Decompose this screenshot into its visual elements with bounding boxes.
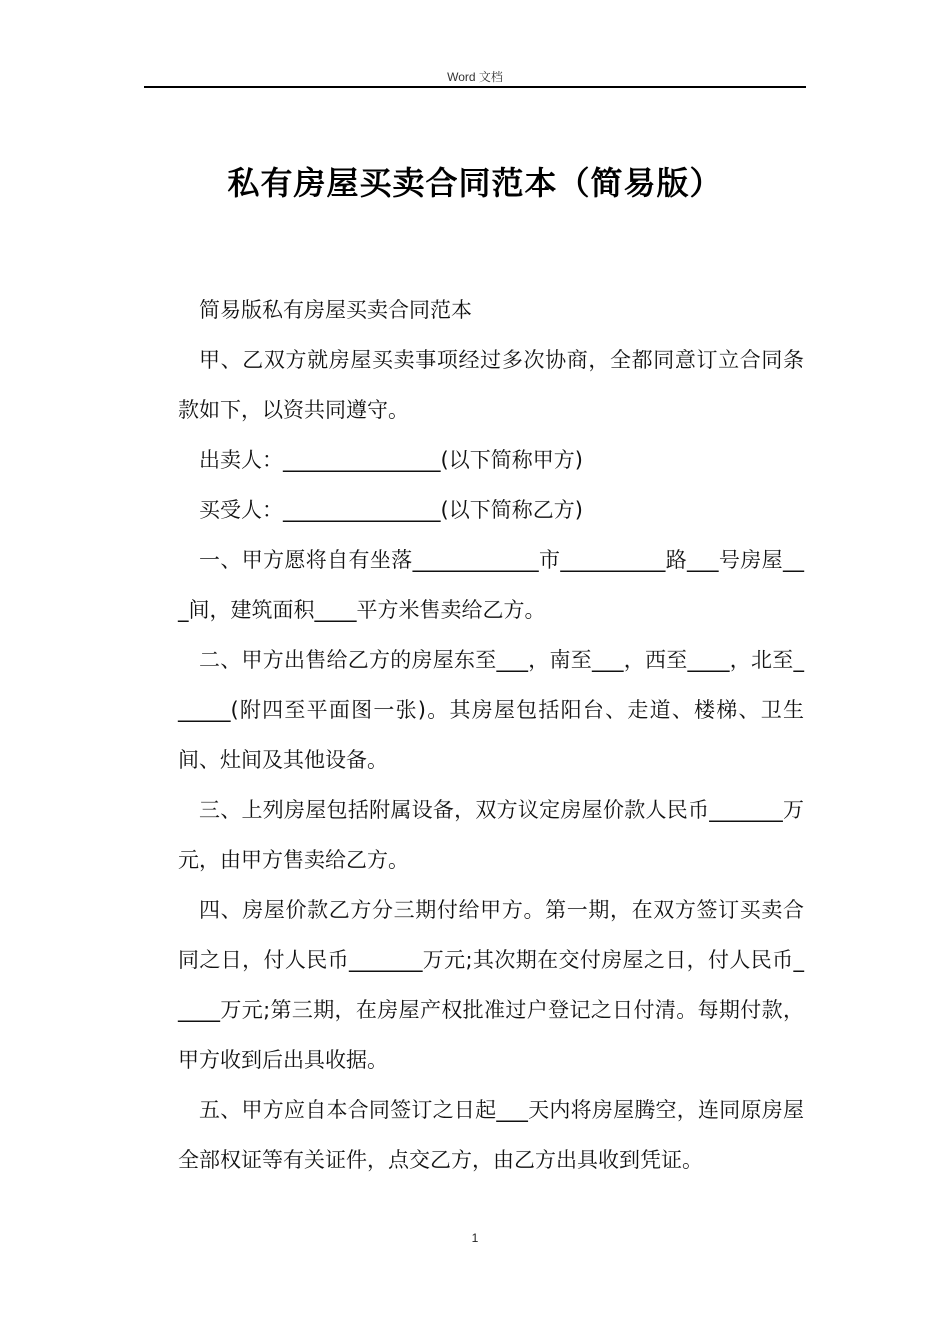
document-title: 私有房屋买卖合同范本（简易版） (227, 164, 723, 202)
paragraph-preamble: 甲、乙双方就房屋买卖事项经过多次协商，全都同意订立合同条款如下，以资共同遵守。 (178, 348, 804, 422)
paragraph-seller: 出卖人：_______________(以下简称甲方) (199, 448, 583, 472)
clause-2: 二、甲方出售给乙方的房屋东至___，南至___，西至____，北至______(附四至平面图一张)。其房屋包括阳台、走道、楼梯、卫生间、灶间及其他设备。 (178, 648, 804, 772)
page-header: Word 文档 (447, 70, 503, 84)
clause-5: 五、甲方应自本合同签订之日起___天内将房屋腾空，连同原房屋全部权证等有关证件，点交乙方，由乙方出具收到凭证。 (178, 1098, 804, 1172)
clause-3: 三、上列房屋包括附属设备，双方议定房屋价款人民币_______万元，由甲方售卖给乙方。 (178, 798, 804, 872)
clause-1: 一、甲方愿将自有坐落____________市__________路___号房屋___间，建筑面积____平方米售卖给乙方。 (178, 548, 804, 622)
page-number: 1 (471, 1231, 479, 1245)
clause-4: 四、房屋价款乙方分三期付给甲方。第一期，在双方签订买卖合同之日，付人民币_______万元;其次期在交付房屋之日，付人民币_____万元;第三期，在房屋产权批准过户登记之日付清。每期付款，甲方收到后出具收据。 (178, 898, 804, 1072)
paragraph-subtitle: 简易版私有房屋买卖合同范本 (199, 298, 472, 322)
header-divider (144, 86, 806, 88)
document-body (178, 285, 804, 1185)
paragraph-buyer: 买受人：_______________(以下简称乙方) (199, 498, 583, 522)
